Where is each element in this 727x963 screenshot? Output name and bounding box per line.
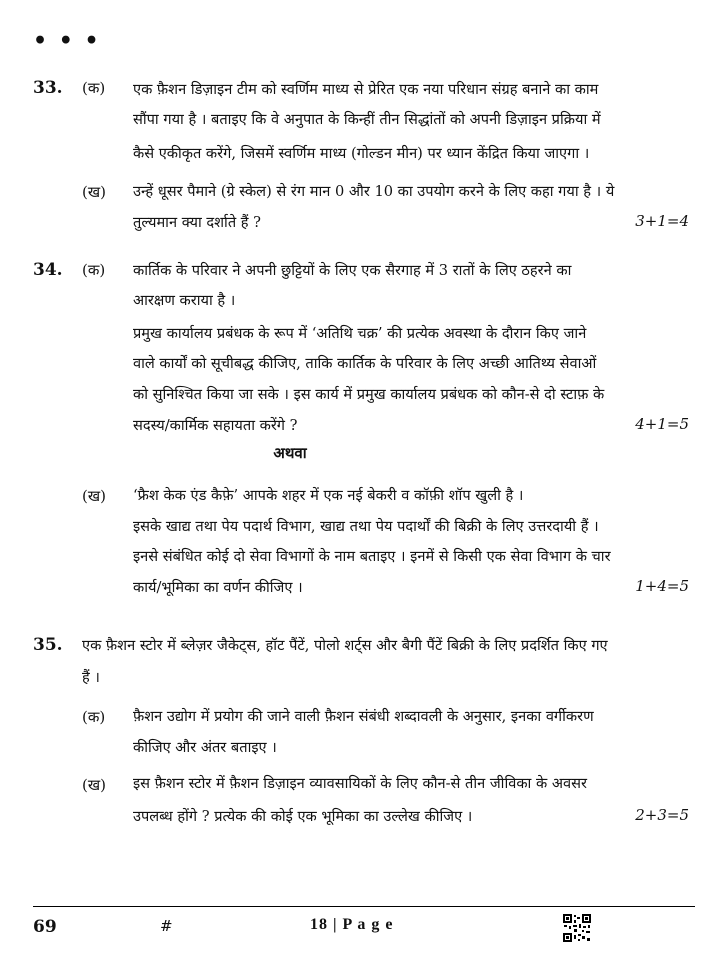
text-line: फ़ैशन उद्योग में प्रयोग की जाने वाली फ़ैशन संबंधी शब्दावली के अनुसार, इनका वर्गीकरण	[133, 708, 594, 725]
text-line: उपलब्ध होंगे ? प्रत्येक की कोई एक भूमिका का उल्लेख कीजिए ।	[133, 808, 473, 825]
question-number: 35.	[33, 635, 63, 655]
text-line: हैं ।	[82, 669, 100, 686]
or-separator: अथवा	[273, 444, 307, 462]
question-number: 33.	[33, 78, 63, 98]
text-line: इनसे संबंधित कोई दो सेवा विभागों के नाम बताइए । इनमें से किसी एक सेवा विभाग के चार	[133, 548, 611, 565]
hash-mark: #	[160, 917, 173, 935]
text-line: ‘फ्रैश केक एंड कैफ़े’ आपके शहर में एक नई बेकरी व कॉफ़ी शॉप खुली है ।	[133, 487, 524, 504]
marks-allocation: 1+4=5	[635, 577, 689, 595]
marks-allocation: 3+1=4	[635, 212, 689, 230]
subpart-label-ka: (क)	[82, 261, 106, 279]
text-line: कीजिए और अंतर बताइए ।	[133, 739, 277, 756]
text-line: एक फ़ैशन डिज़ाइन टीम को स्वर्णिम माध्य से प्रेरित एक नया परिधान संग्रह बनाने का काम	[133, 81, 599, 98]
text-line: उन्हें धूसर पैमाने (ग्रे स्केल) से रंग मान 0 और 10 का उपयोग करने के लिए कहा गया है । ये	[133, 183, 615, 200]
marks-allocation: 2+3=5	[635, 806, 689, 824]
text-line: आरक्षण कराया है ।	[133, 292, 236, 309]
question-number: 34.	[33, 260, 63, 280]
subpart-label-ka: (क)	[82, 708, 106, 726]
text-line: प्रमुख कार्यालय प्रबंधक के रूप में ‘अतिथि चक्र’ की प्रत्येक अवस्था के दौरान किए जाने	[133, 325, 587, 342]
subpart-label-ka: (क)	[82, 79, 106, 97]
subpart-label-kha: (ख)	[82, 776, 106, 794]
text-line: कैसे एकीकृत करेंगे, जिसमें स्वर्णिम माध्य (गोल्डन मीन) पर ध्यान केंद्रित किया जाएगा ।	[133, 145, 590, 162]
subpart-label-kha: (ख)	[82, 183, 106, 201]
marks-allocation: 4+1=5	[635, 415, 689, 433]
text-line: कार्तिक के परिवार ने अपनी छुट्टियों के लिए एक सैरगाह में 3 रातों के लिए ठहरने का	[133, 262, 572, 279]
text-line: सौंपा गया है । बताइए कि वे अनुपात के किन्हीं तीन सिद्धांतों को अपनी डिज़ाइन प्रक्रिया में	[133, 111, 601, 128]
text-line: इसके खाद्य तथा पेय पदार्थ विभाग, खाद्य तथा पेय पदार्थों की बिक्री के लिए उत्तरदायी हैं ।	[133, 518, 599, 535]
text-line: सदस्य/कार्मिक सहायता करेंगे ?	[133, 417, 298, 434]
page-number: 18 | P a g e	[310, 916, 394, 933]
page-continuation-dots: • • •	[33, 28, 101, 54]
paper-code: 69	[33, 917, 57, 937]
text-line: कार्य/भूमिका का वर्णन कीजिए ।	[133, 579, 303, 596]
qr-code-icon	[563, 914, 591, 942]
text-line: तुल्यमान क्या दर्शाते हैं ?	[133, 214, 262, 231]
text-line: इस फ़ैशन स्टोर में फ़ैशन डिज़ाइन व्यावसायिकों के लिए कौन-से तीन जीविका के अवसर	[133, 775, 587, 792]
footer-divider	[33, 906, 695, 907]
text-line: एक फ़ैशन स्टोर में ब्लेज़र जैकेट्स, हॉट पैंटें, पोलो शर्ट्स और बैगी पैंटें बिक्री के लिए प्रदर्शित किए गए	[82, 637, 608, 654]
subpart-label-kha: (ख)	[82, 487, 106, 505]
text-line: वाले कार्यों को सूचीबद्ध कीजिए, ताकि कार्तिक के परिवार के लिए अच्छी आतिथ्य सेवाओं	[133, 355, 597, 372]
text-line: को सुनिश्चित किया जा सके । इस कार्य में प्रमुख कार्यालय प्रबंधक को कौन-से दो स्टाफ़ के	[133, 386, 605, 403]
